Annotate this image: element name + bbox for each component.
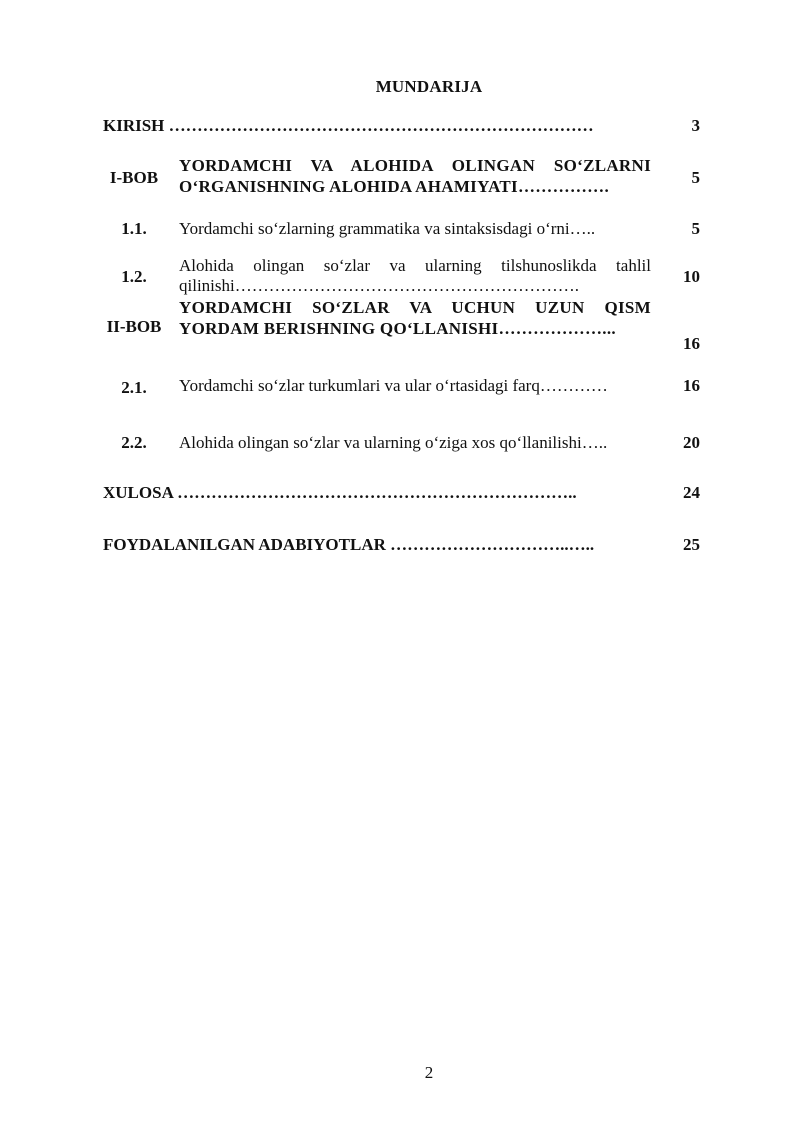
chapter-number: II-BOB [106, 317, 162, 336]
section-title: Yordamchi so‘zlarning grammatika va sintaksisdagi o‘rni….. [179, 219, 596, 238]
toc-page-number: 25 [683, 535, 700, 554]
toc-entry-section-2-1 [103, 375, 700, 397]
toc-page-number: 5 [691, 219, 700, 238]
section-number: 2.2. [121, 433, 147, 452]
chapter-title [179, 155, 651, 197]
section-title: Yordamchi so‘zlar turkumlari va ular o‘rtasidagi farq………… [179, 376, 608, 395]
chapter-title-line: YORDAMCHI SO‘ZLAR VA UCHUN UZUN QISM [179, 298, 651, 317]
toc-page-number: 16 [683, 376, 700, 395]
section-number: 1.2. [121, 267, 147, 286]
section-number: 2.1. [121, 378, 147, 397]
section-title-line: Alohida olingan so‘zlar va ularning tilshunoslikda tahlil [179, 256, 651, 275]
toc-entry-xulosa [103, 482, 700, 504]
section-number: 1.1. [121, 219, 147, 238]
toc-page-number: 10 [683, 267, 700, 286]
chapter-number: I-BOB [109, 168, 159, 187]
toc-page-number: 24 [683, 483, 700, 502]
chapter-title [179, 297, 651, 339]
toc-entry-section-2-2 [103, 432, 700, 454]
chapter-title-line: O‘RGANISHNING ALOHIDA AHAMIYATI……………. [179, 177, 610, 196]
toc-page-number: 3 [691, 116, 700, 135]
toc-entry-kirish [103, 115, 700, 137]
toc-title: MUNDARIJA [375, 77, 483, 96]
toc-page-number: 20 [683, 433, 700, 452]
toc-entry-section-1-2 [103, 255, 700, 299]
section-title [179, 255, 651, 295]
chapter-title-line: YORDAM BERISHNING QO‘LLANISHI………………... [179, 319, 616, 338]
toc-entry-label: KIRISH ………………………………………………………………… [103, 116, 594, 135]
toc-entry-chapter-1 [103, 155, 700, 199]
toc-entry-label: FOYDALANILGAN ADABIYOTLAR …………………………..….. [103, 535, 595, 554]
chapter-title-line: YORDAMCHI VA ALOHIDA OLINGAN SO‘ZLARNI [179, 156, 651, 175]
toc-entry-adabiyotlar [103, 534, 700, 556]
toc-entry-label: XULOSA …………………………………………………………….. [103, 483, 577, 502]
toc-entry-chapter-2 [103, 297, 700, 355]
toc-entry-section-1-1 [103, 218, 700, 240]
page-number: 2 [424, 1063, 434, 1082]
section-title-line: qilinishi……………………………………………………. [179, 276, 579, 295]
toc-page-number: 5 [691, 168, 700, 187]
section-title: Alohida olingan so‘zlar va ularning o‘ziga xos qo‘llanilishi….. [179, 433, 608, 452]
toc-page-number: 16 [683, 334, 700, 353]
